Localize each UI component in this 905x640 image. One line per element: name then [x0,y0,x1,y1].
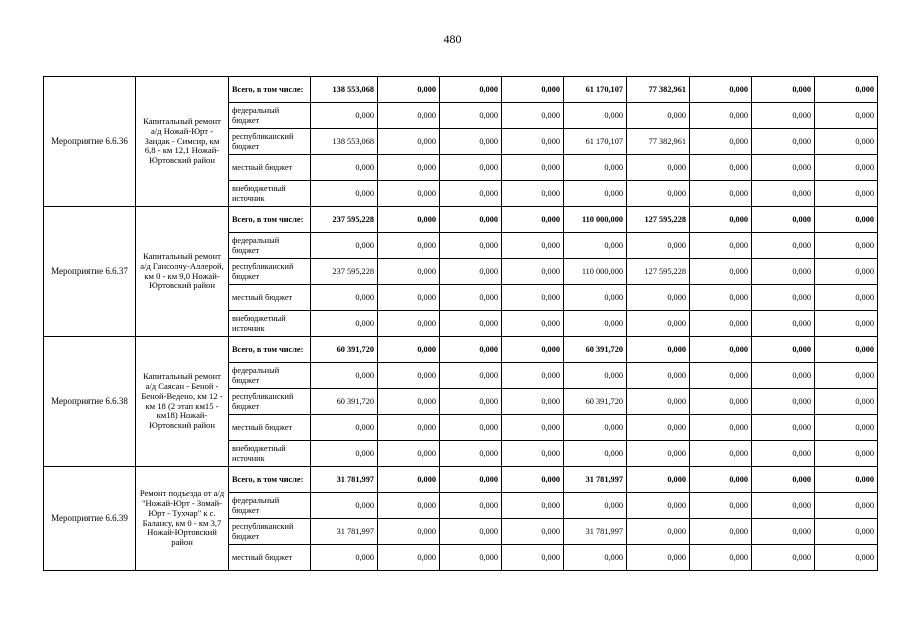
funding-source-cell: Всего, в том числе: [229,337,311,363]
value-cell: 0,000 [378,129,440,155]
funding-source-cell: республиканский бюджет [229,389,311,415]
value-cell: 0,000 [502,415,564,441]
event-cell: Мероприятие 6.6.37 [44,207,136,337]
description-cell: Капитальный ремонт а/д Гансолчу-Аллерой, км 0 - км 9,0 Ножай-Юртовский район [136,207,229,337]
value-cell: 0,000 [502,545,564,571]
value-cell: 138 553,068 [311,77,378,103]
value-cell: 0,000 [502,181,564,207]
event-cell: Мероприятие 6.6.39 [44,467,136,571]
value-cell: 0,000 [502,493,564,519]
funding-source-cell: внебюджетный источник [229,311,311,337]
value-cell: 0,000 [815,363,878,389]
table-body [44,77,878,571]
value-cell: 0,000 [440,181,502,207]
value-cell: 0,000 [311,415,378,441]
value-cell: 0,000 [440,259,502,285]
value-cell: 0,000 [564,181,627,207]
value-cell: 0,000 [378,77,440,103]
value-cell: 0,000 [627,233,690,259]
value-cell: 0,000 [690,311,752,337]
value-cell: 0,000 [752,259,815,285]
value-cell: 0,000 [752,545,815,571]
value-cell: 0,000 [627,389,690,415]
value-cell: 0,000 [815,77,878,103]
value-cell: 0,000 [815,337,878,363]
value-cell: 60 391,720 [311,389,378,415]
value-cell: 0,000 [815,493,878,519]
value-cell: 0,000 [564,441,627,467]
table-row-total [44,207,878,233]
value-cell: 0,000 [502,311,564,337]
value-cell: 0,000 [752,415,815,441]
value-cell: 0,000 [627,337,690,363]
value-cell: 127 595,228 [627,207,690,233]
value-cell: 0,000 [378,155,440,181]
funding-source-cell: федеральный бюджет [229,493,311,519]
value-cell: 0,000 [752,441,815,467]
value-cell: 0,000 [311,493,378,519]
value-cell: 0,000 [627,545,690,571]
value-cell: 0,000 [627,441,690,467]
value-cell: 0,000 [627,285,690,311]
value-cell: 0,000 [564,233,627,259]
value-cell: 0,000 [378,181,440,207]
value-cell: 0,000 [627,155,690,181]
funding-source-cell: местный бюджет [229,155,311,181]
value-cell: 0,000 [690,259,752,285]
value-cell: 0,000 [378,311,440,337]
value-cell: 0,000 [440,155,502,181]
value-cell: 77 382,961 [627,77,690,103]
value-cell: 0,000 [440,285,502,311]
value-cell: 0,000 [564,311,627,337]
value-cell: 0,000 [690,129,752,155]
value-cell: 0,000 [690,493,752,519]
value-cell: 0,000 [815,415,878,441]
table-row-total [44,337,878,363]
value-cell: 0,000 [440,207,502,233]
value-cell: 0,000 [690,155,752,181]
value-cell: 0,000 [378,259,440,285]
value-cell: 0,000 [752,129,815,155]
value-cell: 0,000 [690,441,752,467]
value-cell: 60 391,720 [564,337,627,363]
funding-source-cell: федеральный бюджет [229,363,311,389]
value-cell: 0,000 [815,467,878,493]
value-cell: 0,000 [564,493,627,519]
value-cell: 0,000 [440,415,502,441]
value-cell: 0,000 [311,181,378,207]
value-cell: 138 553,068 [311,129,378,155]
value-cell: 0,000 [690,363,752,389]
description-cell: Капитальный ремонт а/д Саясан - Беной - Беной-Ведено, км 12 - км 18 (2 этап км15 - км18) Ножай-Юртовский район [136,337,229,467]
funding-source-cell: республиканский бюджет [229,129,311,155]
value-cell: 0,000 [627,493,690,519]
value-cell: 0,000 [440,493,502,519]
value-cell: 61 170,107 [564,129,627,155]
value-cell: 0,000 [378,441,440,467]
value-cell: 0,000 [311,363,378,389]
value-cell: 0,000 [564,415,627,441]
value-cell: 60 391,720 [564,389,627,415]
value-cell: 0,000 [627,181,690,207]
value-cell: 0,000 [752,181,815,207]
value-cell: 237 595,228 [311,259,378,285]
table-row-total [44,77,878,103]
value-cell: 0,000 [690,77,752,103]
value-cell: 0,000 [815,311,878,337]
value-cell: 0,000 [815,181,878,207]
value-cell: 0,000 [502,285,564,311]
value-cell: 0,000 [440,77,502,103]
value-cell: 0,000 [378,545,440,571]
value-cell: 0,000 [378,389,440,415]
value-cell: 0,000 [815,207,878,233]
value-cell: 0,000 [627,415,690,441]
table-row-total [44,467,878,493]
value-cell: 0,000 [440,233,502,259]
value-cell: 0,000 [440,363,502,389]
budget-table [43,76,878,571]
value-cell: 0,000 [690,207,752,233]
value-cell: 0,000 [378,493,440,519]
value-cell: 237 595,228 [311,207,378,233]
value-cell: 0,000 [440,311,502,337]
value-cell: 0,000 [752,389,815,415]
value-cell: 0,000 [311,103,378,129]
value-cell: 0,000 [311,311,378,337]
value-cell: 0,000 [378,285,440,311]
value-cell: 0,000 [502,233,564,259]
value-cell: 0,000 [378,337,440,363]
value-cell: 0,000 [752,519,815,545]
value-cell: 31 781,997 [311,519,378,545]
value-cell: 0,000 [502,259,564,285]
value-cell: 0,000 [502,129,564,155]
value-cell: 0,000 [378,363,440,389]
description-cell: Капитальный ремонт а/д Ножай-Юрт - Зандак - Симсир, км 6,8 - км 12,1 Ножай-Юртовский район [136,77,229,207]
funding-source-cell: местный бюджет [229,285,311,311]
value-cell: 0,000 [815,155,878,181]
value-cell: 0,000 [752,363,815,389]
value-cell: 0,000 [690,103,752,129]
value-cell: 0,000 [502,103,564,129]
value-cell: 0,000 [815,259,878,285]
value-cell: 0,000 [752,233,815,259]
value-cell: 110 000,000 [564,259,627,285]
value-cell: 0,000 [440,441,502,467]
value-cell: 0,000 [502,467,564,493]
description-cell: Ремонт подъезда от а/д "Ножай-Юрт - Зомай-Юрт - Тухчар" к с. Балансу, км 0 - км 3,7 Ножай-Юртовский район [136,467,229,571]
value-cell: 61 170,107 [564,77,627,103]
value-cell: 0,000 [815,129,878,155]
value-cell: 0,000 [378,519,440,545]
value-cell: 0,000 [440,103,502,129]
value-cell: 0,000 [502,77,564,103]
value-cell: 0,000 [564,363,627,389]
value-cell: 0,000 [440,389,502,415]
value-cell: 0,000 [502,337,564,363]
value-cell: 0,000 [502,363,564,389]
value-cell: 0,000 [752,467,815,493]
value-cell: 0,000 [440,545,502,571]
value-cell: 0,000 [440,337,502,363]
funding-source-cell: Всего, в том числе: [229,207,311,233]
value-cell: 0,000 [502,441,564,467]
value-cell: 0,000 [752,77,815,103]
value-cell: 0,000 [378,415,440,441]
value-cell: 0,000 [690,181,752,207]
value-cell: 0,000 [690,285,752,311]
value-cell: 0,000 [440,129,502,155]
funding-source-cell: Всего, в том числе: [229,467,311,493]
value-cell: 0,000 [564,103,627,129]
funding-source-cell: республиканский бюджет [229,519,311,545]
value-cell: 0,000 [815,545,878,571]
value-cell: 0,000 [627,363,690,389]
value-cell: 31 781,997 [564,467,627,493]
value-cell: 127 595,228 [627,259,690,285]
value-cell: 0,000 [815,285,878,311]
value-cell: 0,000 [815,233,878,259]
funding-source-cell: федеральный бюджет [229,233,311,259]
value-cell: 0,000 [311,155,378,181]
value-cell: 0,000 [502,389,564,415]
funding-source-cell: федеральный бюджет [229,103,311,129]
value-cell: 0,000 [502,519,564,545]
value-cell: 0,000 [815,441,878,467]
funding-source-cell: внебюджетный источник [229,441,311,467]
value-cell: 0,000 [627,103,690,129]
value-cell: 31 781,997 [311,467,378,493]
value-cell: 0,000 [815,103,878,129]
value-cell: 0,000 [752,207,815,233]
value-cell: 0,000 [378,233,440,259]
value-cell: 110 000,000 [564,207,627,233]
funding-source-cell: местный бюджет [229,545,311,571]
value-cell: 0,000 [752,155,815,181]
event-cell: Мероприятие 6.6.36 [44,77,136,207]
value-cell: 0,000 [564,545,627,571]
value-cell: 0,000 [502,207,564,233]
value-cell: 0,000 [690,467,752,493]
funding-source-cell: Всего, в том числе: [229,77,311,103]
event-cell: Мероприятие 6.6.38 [44,337,136,467]
value-cell: 0,000 [502,155,564,181]
funding-source-cell: внебюджетный источник [229,181,311,207]
value-cell: 0,000 [690,415,752,441]
value-cell: 0,000 [690,337,752,363]
funding-source-cell: республиканский бюджет [229,259,311,285]
value-cell: 0,000 [378,207,440,233]
value-cell: 0,000 [690,389,752,415]
value-cell: 0,000 [690,233,752,259]
value-cell: 0,000 [564,285,627,311]
value-cell: 0,000 [815,519,878,545]
value-cell: 60 391,720 [311,337,378,363]
value-cell: 0,000 [311,285,378,311]
value-cell: 0,000 [752,311,815,337]
value-cell: 31 781,997 [564,519,627,545]
value-cell: 0,000 [752,285,815,311]
funding-source-cell: местный бюджет [229,415,311,441]
value-cell: 0,000 [690,545,752,571]
value-cell: 0,000 [815,389,878,415]
value-cell: 0,000 [752,493,815,519]
value-cell: 0,000 [378,467,440,493]
value-cell: 77 382,961 [627,129,690,155]
value-cell: 0,000 [752,103,815,129]
page-number: 480 [443,32,462,46]
value-cell: 0,000 [440,519,502,545]
value-cell: 0,000 [752,337,815,363]
value-cell: 0,000 [690,519,752,545]
value-cell: 0,000 [311,545,378,571]
value-cell: 0,000 [627,311,690,337]
value-cell: 0,000 [440,467,502,493]
value-cell: 0,000 [564,155,627,181]
value-cell: 0,000 [627,519,690,545]
value-cell: 0,000 [311,441,378,467]
value-cell: 0,000 [627,467,690,493]
value-cell: 0,000 [378,103,440,129]
value-cell: 0,000 [311,233,378,259]
